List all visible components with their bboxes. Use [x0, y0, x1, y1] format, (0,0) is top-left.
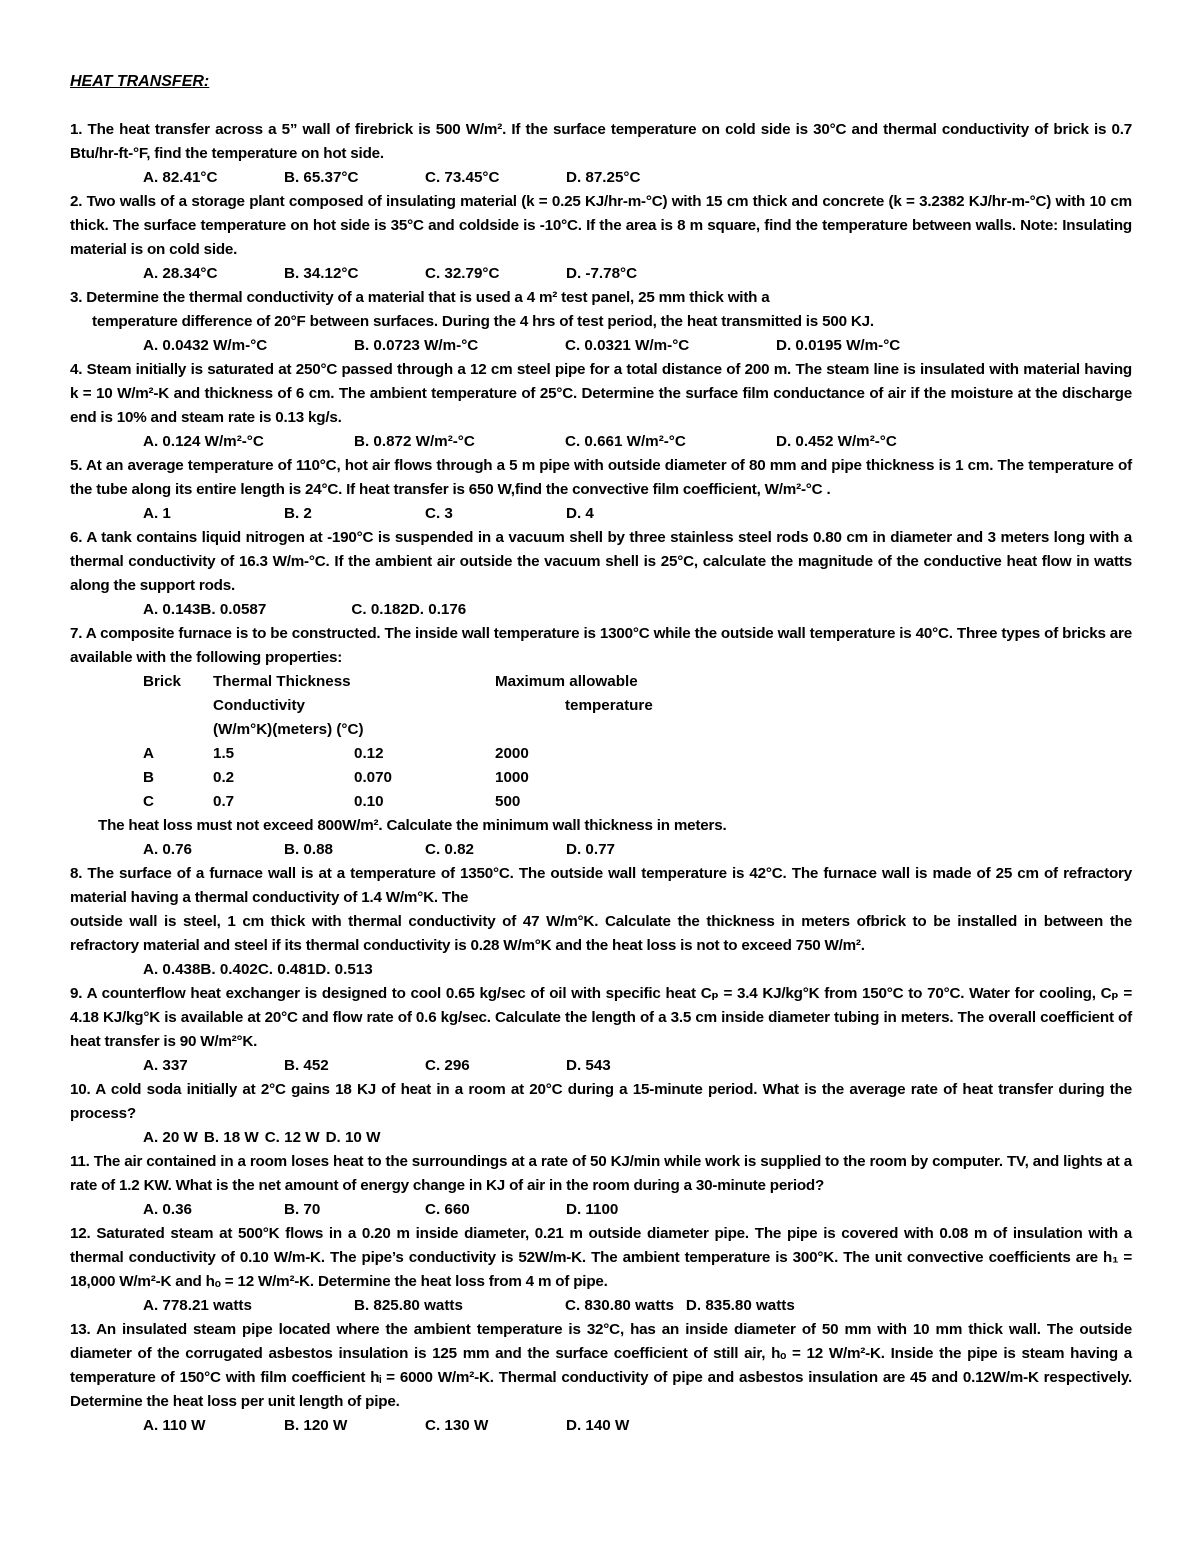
table-cell: B — [143, 769, 154, 786]
choices-11 — [70, 1198, 1132, 1222]
choice-c: C. 3 — [425, 505, 453, 522]
choice-c: C. 660 — [425, 1201, 470, 1218]
choice-a: A. 0.0432 W/m-°C — [143, 337, 268, 354]
choice-b: B. 65.37°C — [284, 169, 359, 186]
choice-a: A. 20 W — [143, 1129, 198, 1146]
choice-b: B. 0.0587 — [200, 601, 267, 618]
choice-c: C. 73.45°C — [425, 169, 500, 186]
question-7-instruction: The heat loss must not exceed 800W/m². Calculate the minimum wall thickness in meters. — [98, 817, 727, 834]
choices-13 — [70, 1414, 1132, 1438]
choice-d: D. 10 W — [325, 1129, 381, 1146]
choice-a: A. 778.21 watts — [143, 1297, 252, 1314]
choice-c: C. 296 — [425, 1057, 470, 1074]
question-2: 2. Two walls of a storage plant composed of insulating material (k = 0.25 KJ/hr-m-°C) with 15 cm thick and concrete (k = 3.2382 KJ/hr-m-°C) with 10 cm thick. The surface temperature on hot side is 35°C and coldside is -10°C. If the area is 8 m square, find the temperature between walls. Note: Insulating material is on cold side. — [70, 193, 1132, 258]
choice-b: B. 18 W — [203, 1129, 259, 1146]
question-5: 5. At an average temperature of 110°C, hot air flows through a 5 m pipe with outside diameter of 80 mm and pipe thickness is 1 cm. The temperature of the tube along its entire length is 24°C. If heat transfer is 650 W,find the convective film coefficient, W/m²-°C . — [70, 457, 1132, 498]
choice-d: D. 0.77 — [566, 841, 615, 858]
table-header-cell: Conductivity — [213, 697, 305, 714]
choice-d: D. 0.452 W/m²-°C — [776, 433, 897, 450]
table-cell: 0.2 — [213, 769, 235, 786]
table-cell: C — [143, 793, 154, 810]
table-row — [143, 742, 725, 766]
page-heading: HEAT TRANSFER: — [70, 73, 210, 90]
choice-b: B. 452 — [284, 1057, 329, 1074]
table-header-row — [143, 670, 725, 694]
choice-d: D. 0.0195 W/m-°C — [776, 337, 901, 354]
brick-properties-table — [143, 670, 725, 814]
choices-10 — [70, 1126, 1132, 1150]
table-cell: 0.12 — [354, 745, 384, 762]
choice-b: B. 2 — [284, 505, 312, 522]
choice-a: A. 0.143 — [143, 601, 201, 618]
choice-c: C. 830.80 watts — [565, 1297, 674, 1314]
table-header-row — [143, 694, 725, 718]
table-cell: 0.7 — [213, 793, 235, 810]
table-header-row — [143, 718, 725, 742]
question-3-line-2: temperature difference of 20°F between surfaces. During the 4 hrs of test period, the heat transmitted is 500 KJ. — [92, 313, 874, 330]
choice-d: D. 0.513 — [315, 961, 373, 978]
choice-c: C. 0.0321 W/m-°C — [565, 337, 690, 354]
choice-c: C. 32.79°C — [425, 265, 500, 282]
question-8-line-1: 8. The surface of a furnace wall is at a temperature of 1350°C. The outside wall temperature is 42°C. The furnace wall is made of 25 cm of refractory material having a thermal conductivity of 1.4 W/m°K. The — [70, 865, 1132, 906]
choice-c: C. 12 W — [264, 1129, 320, 1146]
table-header-cell: Thermal Thickness — [213, 673, 351, 690]
choice-a: A. 0.76 — [143, 841, 192, 858]
choice-d: D. 4 — [566, 505, 594, 522]
choice-b: B. 34.12°C — [284, 265, 359, 282]
question-6: 6. A tank contains liquid nitrogen at -190°C is suspended in a vacuum shell by three stainless steel rods 0.80 cm in diameter and 3 meters long with a thermal conductivity of 16.3 W/m-°C. If the ambient air outside the vacuum shell is 25°C, calculate the magnitude of the conductive heat flow in watts along the support rods. — [70, 529, 1132, 594]
choices-5 — [70, 502, 1132, 526]
table-header-cell: Maximum allowable — [495, 673, 638, 690]
choice-a: A. 0.124 W/m²-°C — [143, 433, 264, 450]
choice-b: B. 0.0723 W/m-°C — [354, 337, 479, 354]
question-8-line-2: outside wall is steel, 1 cm thick with thermal conductivity of 47 W/m°K. Calculate the thickness in meters ofbrick to be installed in between the refractory material and steel if its thermal conductivity is 0.28 W/m°K and the heat loss is not to exceed 750 W/m². — [70, 913, 1132, 954]
table-header-cell — [143, 694, 213, 718]
table-row — [143, 766, 725, 790]
question-7: 7. A composite furnace is to be constructed. The inside wall temperature is 1300°C while the outside wall temperature is 40°C. Three types of bricks are available with the following properties: — [70, 625, 1132, 666]
choice-d: D. 0.176 — [408, 601, 467, 618]
choice-a: A. 0.36 — [143, 1201, 192, 1218]
document-page — [70, 70, 1132, 1438]
choice-a: A. 110 W — [143, 1417, 206, 1434]
choices-8 — [70, 958, 1132, 982]
question-1: 1. The heat transfer across a 5” wall of firebrick is 500 W/m². If the surface temperature on cold side is 30°C and thermal conductivity of brick is 0.7 Btu/hr-ft-°F, find the temperature on hot side. — [70, 121, 1132, 162]
question-12: 12. Saturated steam at 500°K flows in a 0.20 m inside diameter, 0.21 m outside diameter pipe. The pipe is covered with 0.08 m of insulation with a thermal conductivity of 0.10 W/m-K. The pipe’s conductivity is 52W/m-K. The ambient temperature is 300°K. The unit convective coefficients are h₁ = 18,000 W/m²-K and hₒ = 12 W/m²-K. Determine the heat loss from 4 m of pipe. — [70, 1225, 1132, 1290]
table-header-cell: Brick — [143, 673, 181, 690]
choice-d: D. 1100 — [566, 1201, 619, 1218]
choices-2 — [70, 262, 1132, 286]
question-10: 10. A cold soda initially at 2°C gains 18 KJ of heat in a room at 20°C during a 15-minute period. What is the average rate of heat transfer during the process? — [70, 1081, 1132, 1122]
choice-a: A. 0.438 — [143, 961, 201, 978]
choice-b: B. 120 W — [284, 1417, 348, 1434]
choice-b: B. 825.80 watts — [354, 1297, 463, 1314]
question-3-line-1: 3. Determine the thermal conductivity of a material that is used a 4 m² test panel, 25 mm thick with a — [70, 289, 770, 306]
question-4: 4. Steam initially is saturated at 250°C passed through a 12 cm steel pipe for a total distance of 200 m. The steam line is insulated with material having k = 10 W/m²-K and thickness of 6 cm. The ambient temperature of 25°C. Determine the surface film conductance of air if the moisture at the discharge end is 10% and steam rate is 0.13 kg/s. — [70, 361, 1132, 426]
choice-b: B. 0.402 — [200, 961, 258, 978]
choice-b: B. 0.872 W/m²-°C — [354, 433, 475, 450]
table-header-cell: (W/m°K)(meters) (°C) — [213, 721, 364, 738]
choice-a: A. 337 — [143, 1057, 188, 1074]
choices-7 — [70, 838, 1132, 862]
table-row — [143, 790, 725, 814]
choice-d: D. 835.80 watts — [685, 1297, 795, 1314]
table-cell: 1.5 — [213, 745, 235, 762]
choice-c: C. 130 W — [425, 1417, 489, 1434]
choice-c: C. 0.82 — [425, 841, 474, 858]
table-cell: 2000 — [495, 745, 529, 762]
choices-9 — [70, 1054, 1132, 1078]
choice-d: D. 543 — [566, 1057, 611, 1074]
choices-12 — [70, 1294, 1132, 1318]
choice-b: B. 70 — [284, 1201, 321, 1218]
choice-a: A. 1 — [143, 505, 171, 522]
choice-d: D. -7.78°C — [566, 265, 638, 282]
table-cell: 0.070 — [354, 769, 393, 786]
table-header-cell: temperature — [565, 697, 653, 714]
table-cell: 500 — [495, 793, 521, 810]
choice-d: D. 87.25°C — [566, 169, 641, 186]
choice-b: B. 0.88 — [284, 841, 333, 858]
table-cell: A — [143, 745, 154, 762]
question-13: 13. An insulated steam pipe located where the ambient temperature is 32°C, has an inside diameter of 50 mm with 10 mm thick wall. The outside diameter of the corrugated asbestos insulation is 125 mm and the surface coefficient of still air, hₒ = 12 W/m²-K. Inside the pipe is steam having a temperature of 150°C with film coefficient hᵢ = 6000 W/m²-K. Thermal conductivity of pipe and asbestos insulation are 45 and 0.12W/m-K respectively. Determine the heat loss per unit length of pipe. — [70, 1321, 1132, 1410]
choice-c: C. 0.481 — [257, 961, 316, 978]
table-cell: 0.10 — [354, 793, 384, 810]
table-header-cell — [143, 718, 213, 742]
choices-3 — [70, 334, 1132, 358]
choices-4 — [70, 430, 1132, 454]
choices-6 — [70, 598, 1132, 622]
choices-1 — [70, 166, 1132, 190]
question-9: 9. A counterflow heat exchanger is designed to cool 0.65 kg/sec of oil with specific heat Cₚ = 3.4 KJ/kg°K from 150°C to 70°C. Water for cooling, Cₚ = 4.18 KJ/kg°K is available at 20°C and flow rate of 0.6 kg/sec. Calculate the length of a 3.5 cm inside diameter tubing in meters. The overall coefficient of heat transfer is 90 W/m²°K. — [70, 985, 1132, 1050]
table-header-cell — [495, 718, 725, 742]
choice-c: C. 0.182 — [351, 601, 409, 618]
choice-c: C. 0.661 W/m²-°C — [565, 433, 686, 450]
choice-a: A. 28.34°C — [143, 265, 218, 282]
question-11: 11. The air contained in a room loses heat to the surroundings at a rate of 50 KJ/min while work is supplied to the room by computer. TV, and lights at a rate of 1.2 KW. What is the net amount of energy change in KJ of air in the room during a 30-minute period? — [70, 1153, 1132, 1194]
table-cell: 1000 — [495, 769, 529, 786]
choice-a: A. 82.41°C — [143, 169, 218, 186]
choice-d: D. 140 W — [566, 1417, 630, 1434]
